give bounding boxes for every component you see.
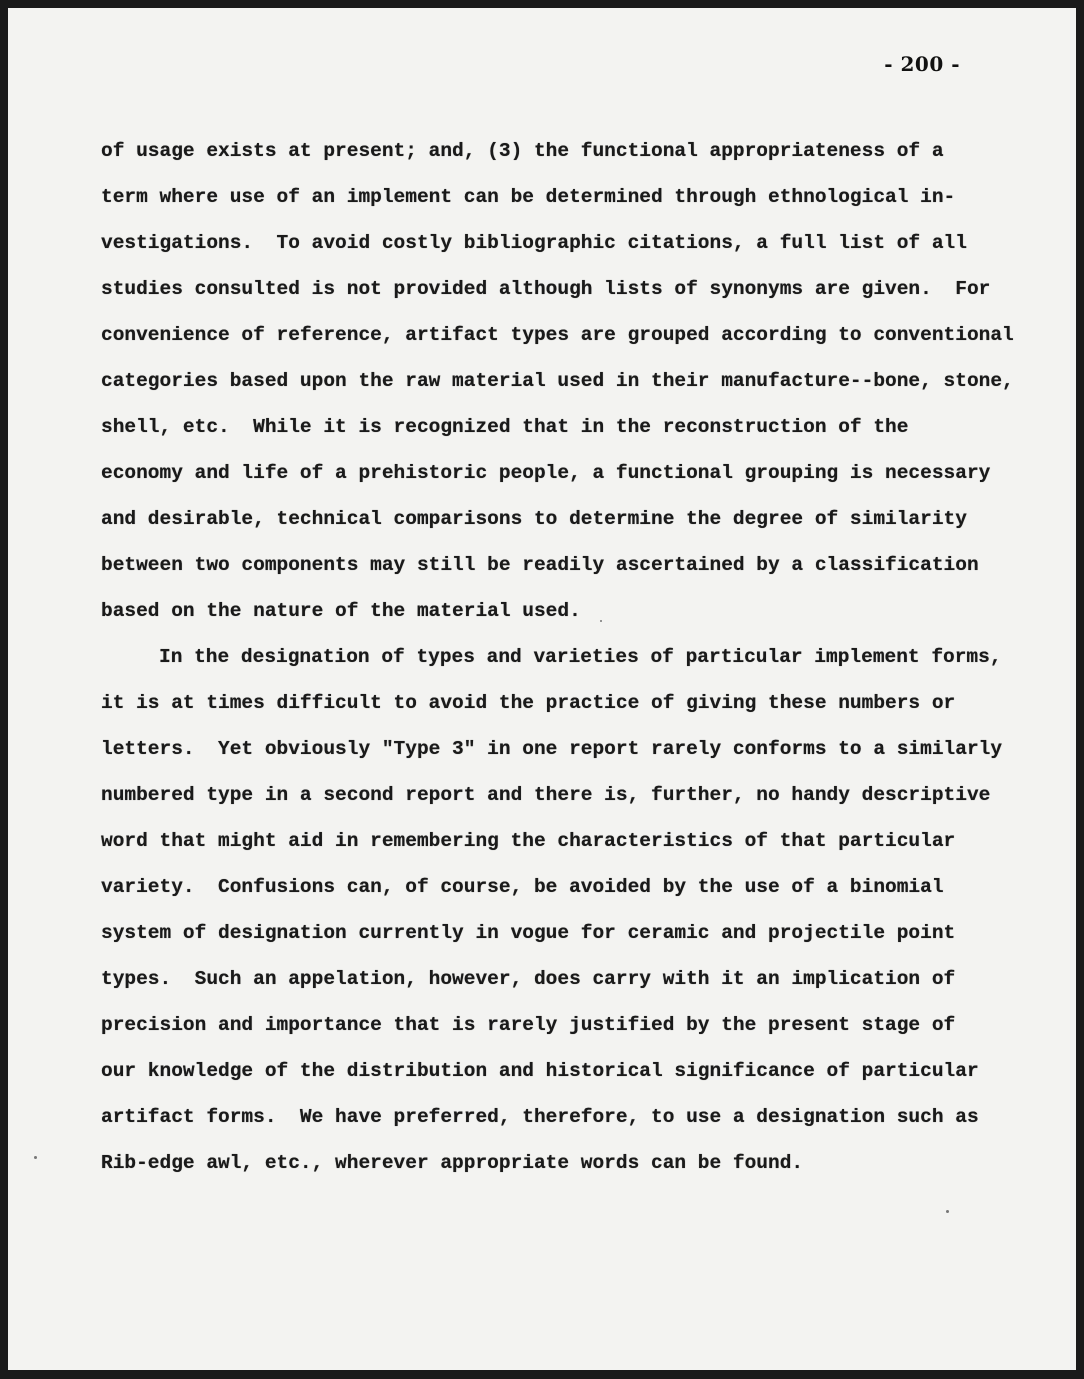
text-line: precision and importance that is rarely justified by the present stage of — [101, 1014, 956, 1036]
text-line: of usage exists at present; and, (3) the functional appropriateness of a — [101, 140, 944, 162]
text-line: based on the nature of the material used. — [101, 600, 581, 622]
text-line: and desirable, technical comparisons to determine the degree of similarity — [101, 508, 967, 530]
text-line: categories based upon the raw material used in their manufacture--bone, stone, — [101, 370, 1014, 392]
text-line: types. Such an appelation, however, does carry with it an implication of — [101, 968, 956, 990]
paragraph-2 — [101, 634, 1061, 1186]
text-line: between two components may still be readily ascertained by a classification — [101, 554, 979, 576]
text-line: Rib-edge awl, etc., wherever appropriate words can be found. — [101, 1152, 804, 1174]
text-line: word that might aid in remembering the characteristics of that particular — [101, 830, 956, 852]
body-text — [101, 128, 1061, 1186]
text-line: shell, etc. While it is recognized that in the reconstruction of the — [101, 416, 909, 438]
text-line: letters. Yet obviously "Type 3" in one report rarely conforms to a similarly — [101, 738, 1003, 760]
page-number: - 200 - — [884, 52, 960, 76]
text-line: term where use of an implement can be determined through ethnological in- — [101, 186, 956, 208]
text-line: numbered type in a second report and there is, further, no handy descriptive — [101, 784, 991, 806]
text-line: economy and life of a prehistoric people, a functional grouping is necessary — [101, 462, 991, 484]
text-line: In the designation of types and varieties of particular implement forms, — [159, 646, 1002, 668]
text-line: convenience of reference, artifact types are grouped according to conventional — [101, 324, 1014, 346]
text-line: artifact forms. We have preferred, therefore, to use a designation such as — [101, 1106, 979, 1128]
scan-speck — [946, 1210, 949, 1213]
text-line: vestigations. To avoid costly bibliographic citations, a full list of all — [101, 232, 967, 254]
document-page — [8, 8, 1076, 1370]
paragraph-1 — [101, 128, 1061, 634]
text-line: it is at times difficult to avoid the practice of giving these numbers or — [101, 692, 956, 714]
text-line: variety. Confusions can, of course, be avoided by the use of a binomial — [101, 876, 944, 898]
text-line: system of designation currently in vogue for ceramic and projectile point — [101, 922, 956, 944]
text-line: our knowledge of the distribution and historical significance of particular — [101, 1060, 979, 1082]
text-line: studies consulted is not provided although lists of synonyms are given. For — [101, 278, 991, 300]
scan-speck — [34, 1156, 37, 1159]
scan-speck — [600, 620, 602, 622]
